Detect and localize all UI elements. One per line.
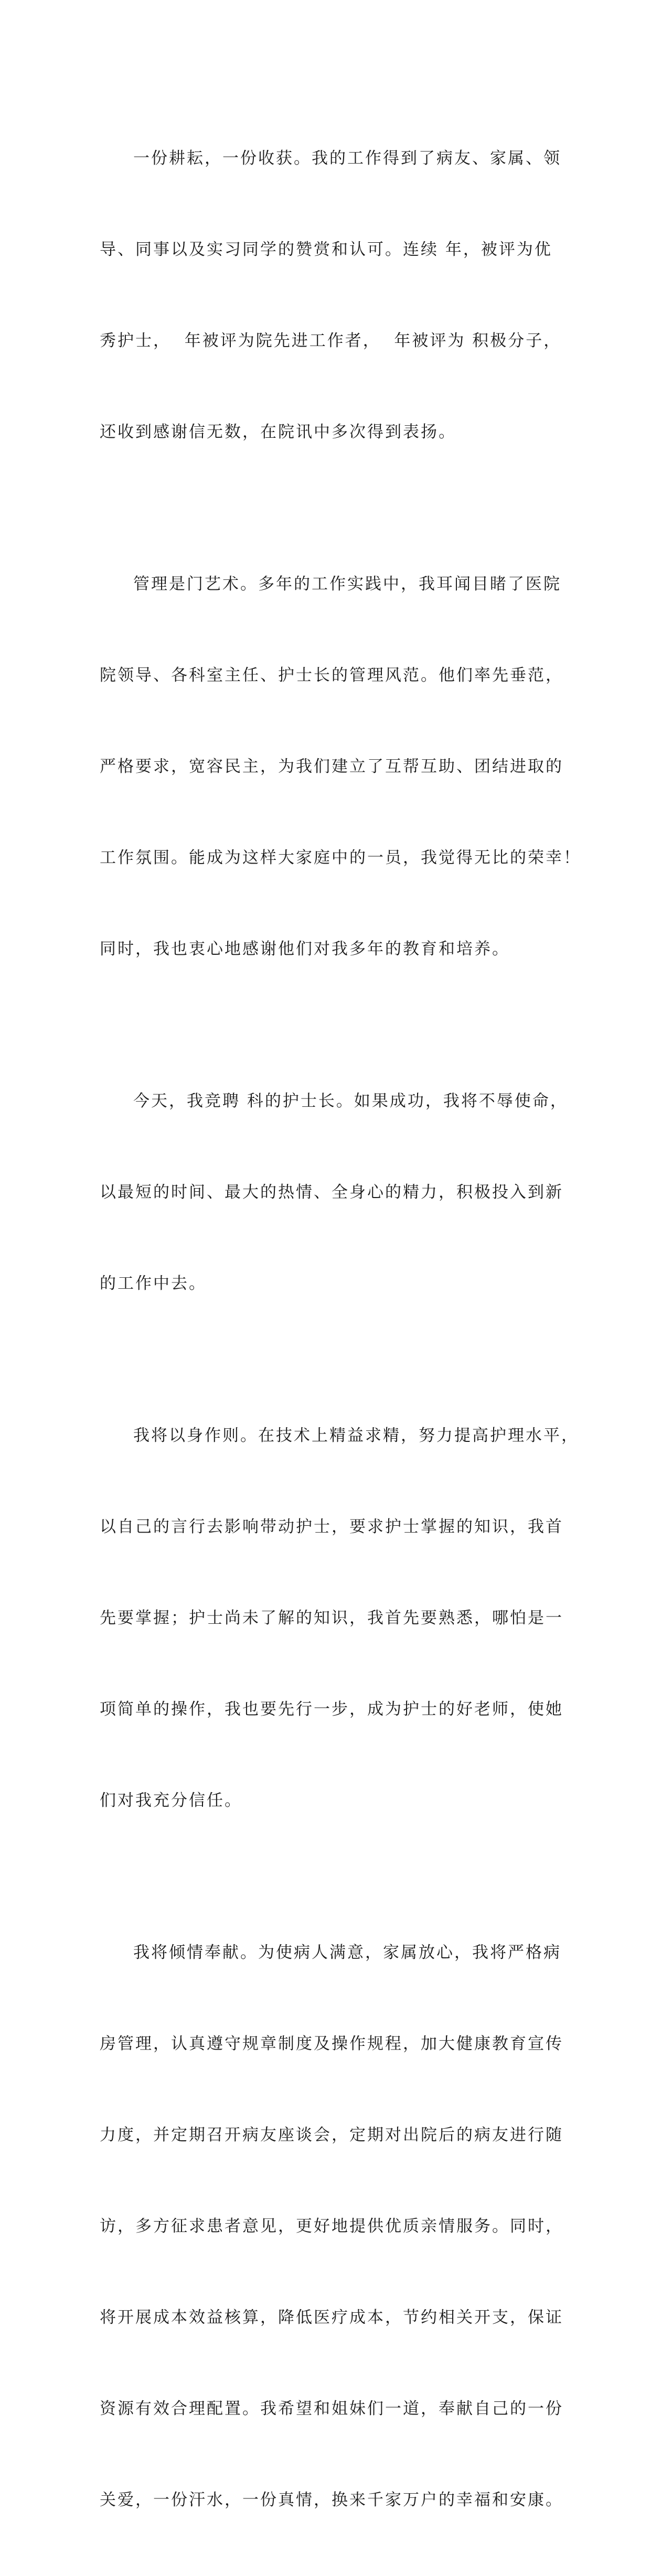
text-line: 先要掌握；护士尚未了解的知识，我首先要熟悉，哪怕是一	[100, 1609, 563, 1627]
text-line: 房管理，认真遵守规章制度及操作规程，加大健康教育宣传	[100, 2034, 563, 2053]
paragraph-4	[100, 1360, 579, 1877]
text-line: 以自己的言行去影响带动护士，要求护士掌握的知识，我首	[100, 1517, 563, 1536]
text-line: 我将以身作则。在技术上精益求精，努力提高护理水平，	[133, 1426, 579, 1445]
document-body	[100, 82, 581, 2576]
text-line: 我将倾情奉献。为使病人满意，家属放心，我将严格病	[133, 1943, 561, 1962]
text-line: 力度，并定期召开病友座谈会，定期对出院后的病友进行随	[100, 2126, 563, 2144]
paragraph-3	[100, 1025, 568, 1360]
text-line: 还收到感谢信无数，在院讯中多次得到表扬。	[100, 423, 456, 441]
text-line: 的工作中去。	[100, 1274, 207, 1293]
text-line: 关爱，一份汗水，一份真情，换来千家万户的幸福和安康。	[100, 2491, 563, 2509]
text-line: 管理是门艺术。多年的工作实践中，我耳闻目睹了医院	[133, 575, 561, 594]
text-line: 院领导、各科室主任、护士长的管理风范。他们率先垂范，	[100, 666, 563, 685]
text-line: 同时，我也衷心地感谢他们对我多年的教育和培养。	[100, 940, 510, 958]
paragraph-2	[100, 508, 581, 1025]
text-line: 项简单的操作，我也要先行一步，成为护士的好老师，使她	[100, 1700, 563, 1719]
text-line: 今天，我竞聘 科的护士长。如果成功，我将不辱使命，	[133, 1092, 568, 1111]
paragraph-5	[100, 1877, 561, 2576]
text-line: 一份耕耘，一份收获。我的工作得到了病友、家属、领	[133, 149, 561, 168]
text-line: 导、同事以及实习同学的赞赏和认可。连续 年，被评为优	[100, 240, 552, 259]
text-line: 访，多方征求患者意见，更好地提供优质亲情服务。同时，	[100, 2217, 563, 2236]
text-line: 秀护士， 年被评为院先进工作者， 年被评为 积极分子，	[100, 331, 562, 350]
text-line: 严格要求，宽容民主，为我们建立了互帮互助、团结进取的	[100, 757, 563, 776]
text-line: 工作氛围。能成为这样大家庭中的一员，我觉得无比的荣幸！	[100, 848, 581, 867]
paragraph-1	[100, 82, 561, 508]
text-line: 们对我充分信任。	[100, 1791, 242, 1810]
text-line: 将开展成本效益核算，降低医疗成本，节约相关开支，保证	[100, 2308, 563, 2327]
text-line: 以最短的时间、最大的热情、全身心的精力，积极投入到新	[100, 1183, 563, 1202]
text-line: 资源有效合理配置。我希望和姐妹们一道，奉献自己的一份	[100, 2399, 563, 2418]
